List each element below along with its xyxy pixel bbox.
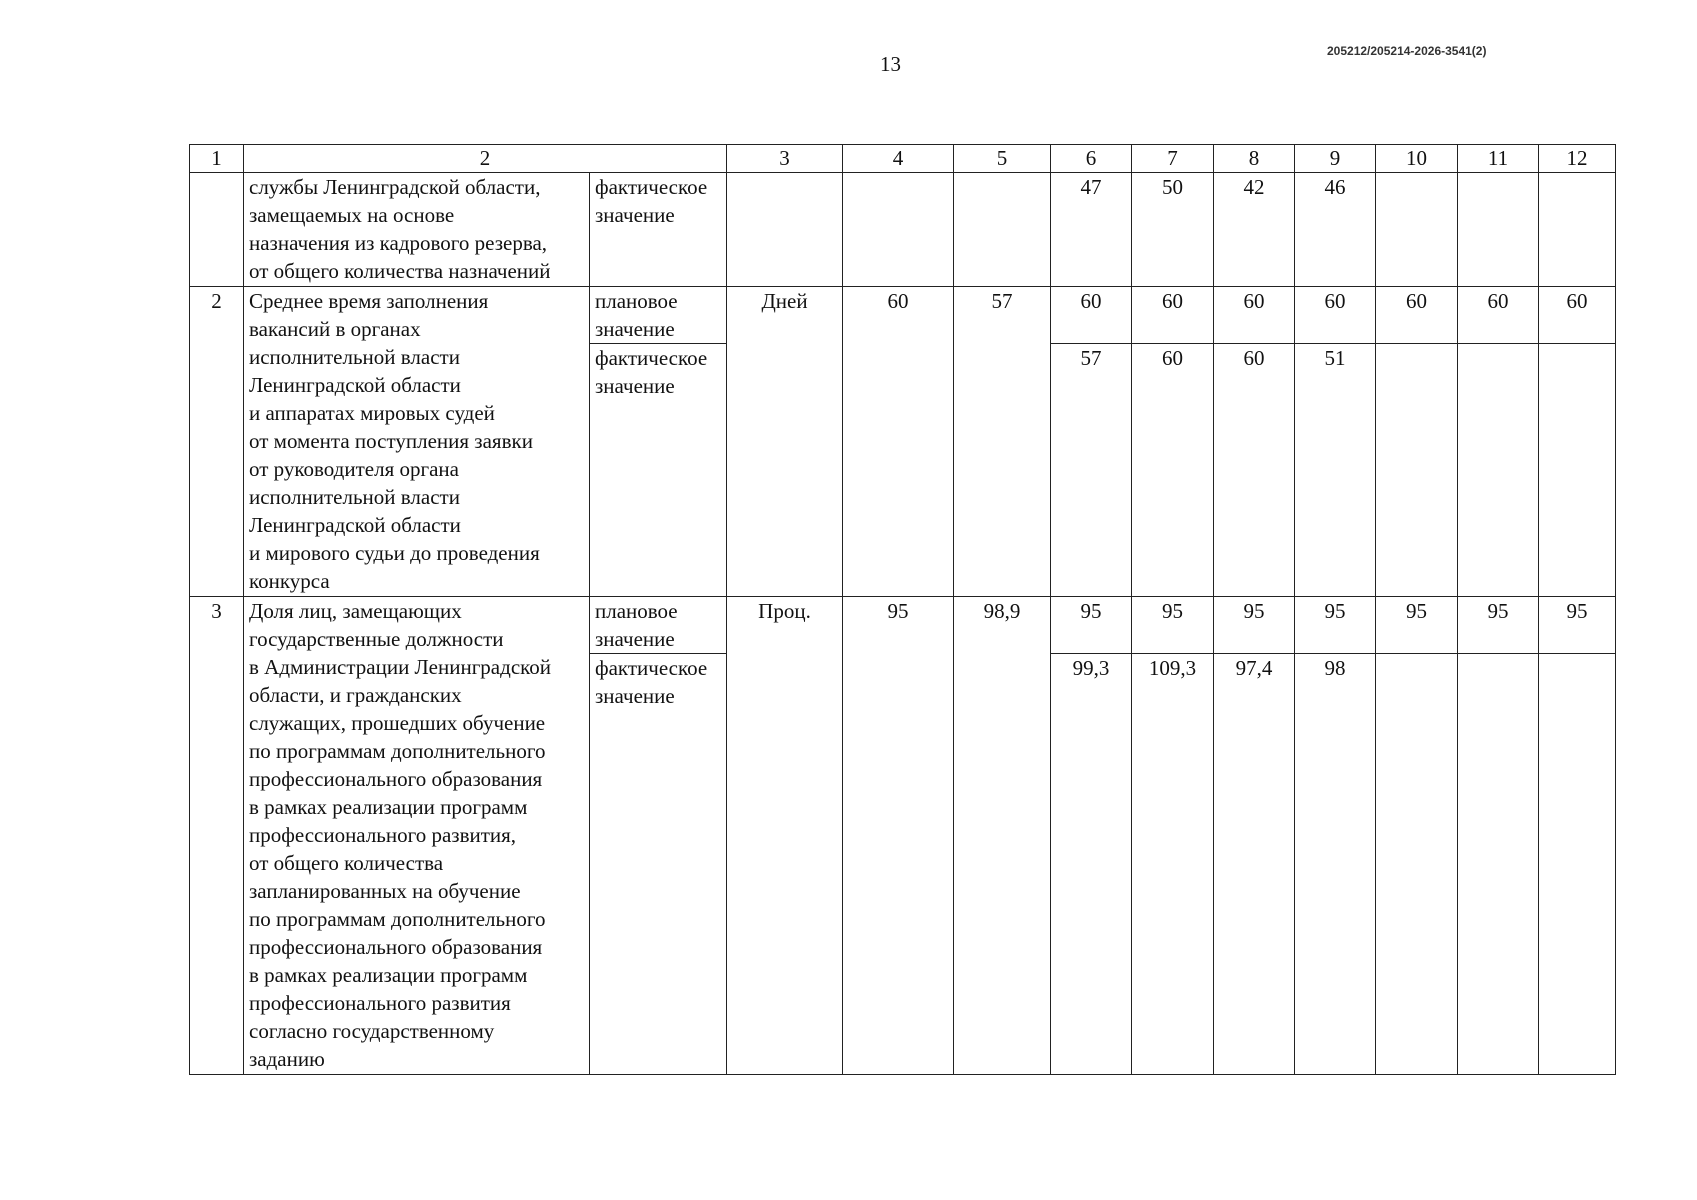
description-line: запланированных на обучение	[249, 879, 521, 903]
description-line: Доля лиц, замещающих	[249, 599, 462, 623]
description-line: по программам дополнительного	[249, 739, 546, 763]
header-cell: 9	[1295, 145, 1376, 173]
header-cell: 6	[1051, 145, 1132, 173]
description-line: и мирового судьи до проведения	[249, 541, 540, 565]
fact-value-cell: 60	[1214, 344, 1295, 597]
table-header-row	[190, 145, 1616, 173]
plan-value-cell: 95	[1539, 597, 1616, 654]
value-cell	[843, 173, 954, 287]
description-line: профессионального образования	[249, 767, 543, 791]
plan-value-cell: 95	[1458, 597, 1539, 654]
plan-value-cell: 60	[1295, 287, 1376, 344]
label-line: значение	[595, 684, 675, 708]
header-cell: 2	[244, 145, 727, 173]
base-value-cell: 95	[843, 597, 954, 1075]
value-cell	[1376, 654, 1458, 1075]
description-line: в рамках реализации программ	[249, 963, 528, 987]
row-number-cell: 2	[190, 287, 244, 597]
description-line: области, и гражданских	[249, 683, 462, 707]
plan-value-label	[590, 287, 727, 344]
fact-value-label	[590, 173, 727, 287]
description-line: профессионального развития,	[249, 823, 517, 847]
base-value-cell: 98,9	[954, 597, 1051, 1075]
value-cell	[1539, 654, 1616, 1075]
label-line: значение	[595, 627, 675, 651]
indicator-description	[244, 173, 590, 287]
label-line: значение	[595, 317, 675, 341]
table-row-continuation	[190, 173, 1616, 287]
description-line: от руководителя органа	[249, 457, 459, 481]
fact-value-cell: 42	[1214, 173, 1295, 287]
plan-value-cell: 60	[1376, 287, 1458, 344]
base-value-cell: 57	[954, 287, 1051, 597]
row-number-cell	[190, 173, 244, 287]
description-line: вакансий в органах	[249, 317, 421, 341]
plan-value-label	[590, 597, 727, 654]
fact-value-cell: 47	[1051, 173, 1132, 287]
indicator-description	[244, 597, 590, 1075]
label-line: фактическое	[595, 175, 708, 199]
fact-value-cell: 60	[1132, 344, 1214, 597]
page-number: 13	[880, 52, 901, 76]
label-line: значение	[595, 203, 675, 227]
unit-cell: Проц.	[727, 597, 843, 1075]
description-line: от общего количества назначений	[249, 259, 551, 283]
table-row-2-plan	[190, 287, 1616, 344]
document-code: 205212/205214-2026-3541(2)	[1327, 44, 1487, 58]
label-line: фактическое	[595, 346, 708, 370]
header-cell: 8	[1214, 145, 1295, 173]
value-cell	[1458, 173, 1539, 287]
description-line: исполнительной власти	[249, 485, 460, 509]
indicators-table	[189, 144, 1616, 1075]
fact-value-cell: 98	[1295, 654, 1376, 1075]
plan-value-cell: 95	[1376, 597, 1458, 654]
fact-value-cell: 57	[1051, 344, 1132, 597]
fact-value-cell: 50	[1132, 173, 1214, 287]
description-line: от общего количества	[249, 851, 444, 875]
label-line: фактическое	[595, 656, 708, 680]
description-line: профессионального развития	[249, 991, 511, 1015]
value-cell	[1539, 173, 1616, 287]
label-line: плановое	[595, 289, 678, 313]
fact-value-cell: 109,3	[1132, 654, 1214, 1075]
value-cell	[1458, 654, 1539, 1075]
plan-value-cell: 95	[1214, 597, 1295, 654]
description-line: службы Ленинградской области,	[249, 175, 541, 199]
base-value-cell: 60	[843, 287, 954, 597]
row-number-cell: 3	[190, 597, 244, 1075]
value-cell	[1376, 344, 1458, 597]
unit-cell	[727, 173, 843, 287]
fact-value-label	[590, 654, 727, 1075]
plan-value-cell: 95	[1132, 597, 1214, 654]
header-cell: 4	[843, 145, 954, 173]
description-line: Ленинградской области	[249, 513, 461, 537]
description-line: исполнительной власти	[249, 345, 460, 369]
plan-value-cell: 60	[1051, 287, 1132, 344]
fact-value-cell: 46	[1295, 173, 1376, 287]
description-line: профессионального образования	[249, 935, 543, 959]
plan-value-cell: 60	[1132, 287, 1214, 344]
value-cell	[1458, 344, 1539, 597]
description-line: по программам дополнительного	[249, 907, 546, 931]
unit-cell: Дней	[727, 287, 843, 597]
header-cell: 12	[1539, 145, 1616, 173]
label-line: плановое	[595, 599, 678, 623]
header-cell: 7	[1132, 145, 1214, 173]
header-cell: 10	[1376, 145, 1458, 173]
description-line: назначения из кадрового резерва,	[249, 231, 548, 255]
value-cell	[1376, 173, 1458, 287]
description-line: и аппаратах мировых судей	[249, 401, 495, 425]
header-cell: 11	[1458, 145, 1539, 173]
fact-value-cell: 99,3	[1051, 654, 1132, 1075]
plan-value-cell: 95	[1051, 597, 1132, 654]
value-cell	[954, 173, 1051, 287]
plan-value-cell: 60	[1214, 287, 1295, 344]
description-line: замещаемых на основе	[249, 203, 455, 227]
description-line: государственные должности	[249, 627, 504, 651]
description-line: заданию	[249, 1047, 325, 1071]
description-line: в рамках реализации программ	[249, 795, 528, 819]
fact-value-label	[590, 344, 727, 597]
plan-value-cell: 95	[1295, 597, 1376, 654]
header-cell: 5	[954, 145, 1051, 173]
header-cell: 1	[190, 145, 244, 173]
label-line: значение	[595, 374, 675, 398]
fact-value-cell: 51	[1295, 344, 1376, 597]
description-line: согласно государственному	[249, 1019, 495, 1043]
description-line: Ленинградской области	[249, 373, 461, 397]
plan-value-cell: 60	[1458, 287, 1539, 344]
description-line: Среднее время заполнения	[249, 289, 489, 313]
table-row-3-plan	[190, 597, 1616, 654]
description-line: служащих, прошедших обучение	[249, 711, 546, 735]
description-line: конкурса	[249, 569, 330, 593]
header-cell: 3	[727, 145, 843, 173]
description-line: в Администрации Ленинградской	[249, 655, 552, 679]
value-cell	[1539, 344, 1616, 597]
description-line: от момента поступления заявки	[249, 429, 533, 453]
plan-value-cell: 60	[1539, 287, 1616, 344]
fact-value-cell: 97,4	[1214, 654, 1295, 1075]
indicator-description	[244, 287, 590, 597]
